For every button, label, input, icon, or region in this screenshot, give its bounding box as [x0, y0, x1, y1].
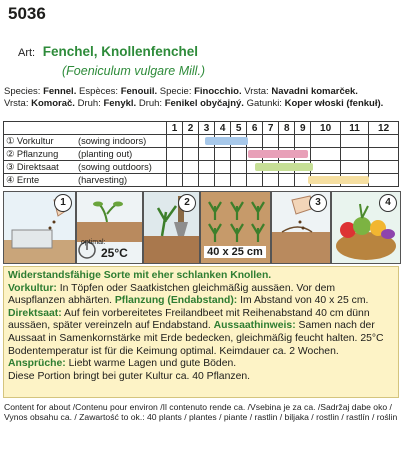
calendar-period-bar [308, 176, 370, 184]
species-lang-label: Espèces: [78, 86, 119, 97]
calendar-cell [369, 148, 399, 161]
calendar-cell [369, 135, 399, 148]
pflanzung-heading: Pflanzung (Endabstand): [114, 295, 238, 307]
variety-headline: Widerstandsfähige Sorte mit eher schlanken Knollen. [8, 270, 272, 281]
month-4: 4 [215, 122, 231, 135]
title-line [18, 44, 198, 59]
calendar-cell [369, 161, 399, 174]
month-11: 11 [340, 122, 368, 135]
calendar-row-label [4, 148, 167, 161]
species-lang-name: Komorač. [31, 98, 75, 109]
latin-name: (Foeniculum vulgare Mill.) [62, 64, 206, 78]
step-badge-1: 1 [54, 194, 72, 212]
month-6: 6 [247, 122, 263, 135]
calendar-row [4, 148, 399, 161]
calendar-cell [231, 161, 247, 174]
month-8: 8 [279, 122, 295, 135]
pflanzung-text: Im Abstand von 40 x 25 cm. [240, 295, 369, 307]
calendar-cell [183, 148, 199, 161]
calendar-cell [199, 161, 215, 174]
species-lang-name: Fenouil. [120, 86, 158, 97]
calendar-activity-translation: (harvesting) [78, 174, 128, 185]
calendar-header-row [4, 122, 399, 135]
species-lang-label: Specie: [159, 86, 192, 97]
species-lang-label: Gatunki: [246, 98, 282, 109]
calendar-cell [215, 161, 231, 174]
step-direct-sowing-picture [271, 191, 331, 264]
species-lang-label: Druh: [138, 98, 163, 109]
calendar-cell [231, 148, 247, 161]
step-germination-picture [76, 191, 143, 264]
month-12: 12 [369, 122, 399, 135]
calendar-cell [215, 148, 231, 161]
species-name: Fenchel, Knollenfenchel [42, 44, 199, 59]
calendar-corner [4, 122, 167, 135]
step-badge-3: 3 [309, 194, 327, 212]
calendar-row-label [4, 161, 167, 174]
species-lang-label: Druh: [77, 98, 101, 109]
vorkultur-heading: Vorkultur: [8, 282, 57, 294]
calendar-cell [183, 174, 199, 187]
calendar-cell [311, 135, 341, 148]
calendar-cell [295, 135, 311, 148]
species-lang-name: Fennel. [43, 86, 77, 97]
ansprueche-heading: Ansprüche: [8, 358, 66, 370]
calendar-cell [247, 135, 263, 148]
calendar-cell [183, 135, 199, 148]
step-harvest-picture [331, 191, 401, 264]
species-lang-name: Fenikel obyčajný. [164, 98, 244, 109]
month-5: 5 [231, 122, 247, 135]
calendar-cell [369, 174, 399, 187]
month-1: 1 [167, 122, 183, 135]
calendar-activity: ④ Ernte [6, 174, 40, 185]
calendar-row [4, 161, 399, 174]
calendar-cell [340, 161, 368, 174]
step-spacing-picture [200, 191, 271, 264]
content-note [4, 402, 397, 423]
calendar-cell [263, 174, 279, 187]
species-lang-label: Species: [4, 86, 41, 97]
calendar-cell [279, 135, 295, 148]
calendar-period-bar [248, 150, 308, 158]
calendar-cell [199, 148, 215, 161]
art-label: Art: [18, 47, 36, 59]
species-lang-name: Koper włoski (fenkuł). [284, 98, 384, 109]
step-badge-4: 4 [379, 194, 397, 212]
aussaat-heading: Aussaathinweis: [213, 320, 296, 332]
month-7: 7 [263, 122, 279, 135]
calendar-cell [247, 174, 263, 187]
calendar-activity-translation: (planting out) [78, 148, 133, 159]
temperature-label: 25°C [101, 246, 128, 260]
direktsaat-text: Auf fein vorbereitetes Freilandbeet mit Reihenabstand 40 cm dünn aussäen, später vereinzeln auf Endabstand. [8, 307, 370, 332]
calendar-row-label [4, 174, 167, 187]
calendar-cell [231, 174, 247, 187]
calendar-activity-translation: (sowing indoors) [78, 135, 147, 146]
aussaat-text: Samen nach der Aussaat in Samenkornstärke mit Erde bedecken, gleichmäßig feucht halten. 25°C Bodentemperatur ist für die Keimung optimal. Keimdauer ca. 2 Wochen. [8, 320, 384, 357]
step-badge-2: 2 [178, 194, 196, 212]
calendar-cell [183, 161, 199, 174]
species-lang-name: Navadni komarček. [271, 86, 358, 97]
calendar-activity: ① Vorkultur [6, 135, 54, 146]
calendar-period-bar [255, 163, 313, 171]
cultivation-info-box [3, 266, 399, 398]
ansprueche-text: Liebt warme Lagen und gute Böden. [68, 358, 237, 370]
content-line-2: Vynos obsahu ca. / Zawartość to ok.: 40 plants / plantes / piante / rastlin / biljaka / rostlin / rastlín / roślin [4, 412, 398, 423]
month-2: 2 [183, 122, 199, 135]
calendar-cell [167, 174, 183, 187]
calendar-cell [215, 174, 231, 187]
calendar-row [4, 135, 399, 148]
calendar-cell [311, 161, 341, 174]
month-9: 9 [295, 122, 311, 135]
calendar-cell [340, 135, 368, 148]
portion-text: Diese Portion bringt bei guter Kultur ca. 40 Pflanzen. [8, 370, 251, 382]
product-code: 5036 [8, 4, 46, 23]
species-translations-1 [4, 86, 358, 97]
step-planting-picture [143, 191, 200, 264]
vorkultur-text: In Töpfen oder Saatkistchen gleichmäßig aussäen. Vor dem Auspflanzen abhärten. [8, 282, 336, 307]
calendar-cell [263, 135, 279, 148]
step-sowing-indoors-picture [3, 191, 76, 264]
species-lang-name: Fenykl. [103, 98, 137, 109]
spacing-label: 40 x 25 cm [204, 246, 266, 258]
temperature-small-label: optimal: [81, 239, 106, 246]
calendar-activity-translation: (sowing outdoors) [78, 161, 152, 172]
month-10: 10 [311, 122, 341, 135]
species-translations-2 [4, 98, 383, 109]
calendar-cell [167, 148, 183, 161]
calendar-period-bar [205, 137, 248, 145]
calendar-activity: ② Pflanzung [6, 148, 59, 159]
calendar-activity: ③ Direktsaat [6, 161, 59, 172]
calendar-cell [167, 161, 183, 174]
calendar-cell [167, 135, 183, 148]
direktsaat-heading: Direktsaat: [8, 307, 62, 319]
species-lang-label: Vrsta: [4, 98, 29, 109]
calendar-row-label [4, 135, 167, 148]
month-3: 3 [199, 122, 215, 135]
calendar-cell [199, 174, 215, 187]
content-line-1: Content for about /Contenu pour environ /Il contenuto rende ca. /Vsebina je za ca. /Sadržaj dabe oko / [4, 402, 392, 412]
species-lang-label: Vrsta: [244, 86, 269, 97]
species-lang-name: Finocchio. [194, 86, 242, 97]
calendar-cell [279, 174, 295, 187]
calendar-cell [340, 148, 368, 161]
calendar-cell [311, 148, 341, 161]
